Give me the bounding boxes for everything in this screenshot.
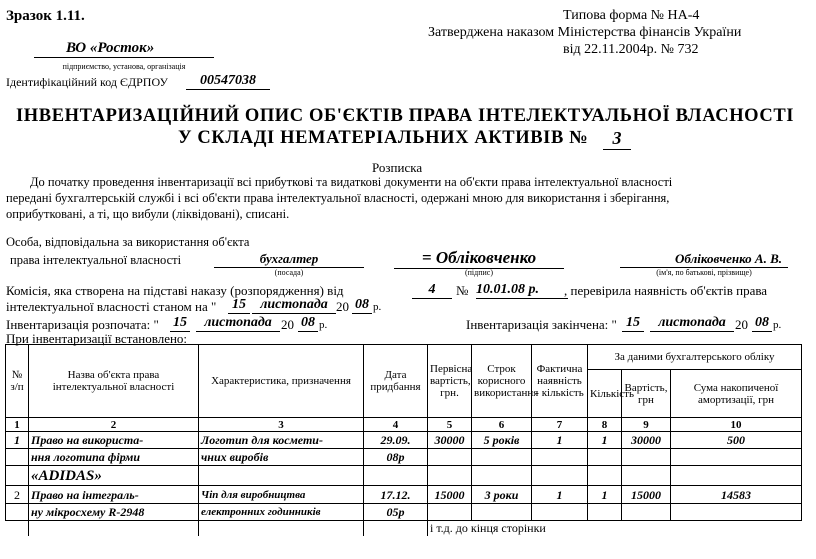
commission-text-1: Комісія, яка створена на підставі наказу (розпорядження) від xyxy=(6,283,344,298)
row-actual-qty: 1 xyxy=(532,432,588,449)
row-qty: 1 xyxy=(588,486,622,504)
row-useful-life: 5 років xyxy=(472,432,532,449)
name-caption: (ім'я, по батькові, прізвище) xyxy=(656,268,752,277)
header-name: Назва об'єкта права інтелектуальної власності xyxy=(29,345,199,418)
receipt-heading: Розписка xyxy=(372,160,423,175)
col-number: 3 xyxy=(199,418,364,432)
row-initial-cost: 15000 xyxy=(428,486,472,504)
inventory-table xyxy=(5,344,802,536)
row-amortization: 14583 xyxy=(671,486,802,504)
col-number: 4 xyxy=(364,418,428,432)
start-year-prefix: 20 xyxy=(281,317,294,332)
document-title-line2: У СКЛАДІ НЕМАТЕРІАЛЬНИХ АКТИВІВ № xyxy=(178,128,589,148)
row-date: 17.12. xyxy=(364,486,428,504)
responsible-signature: = Обліковченко xyxy=(394,248,564,269)
responsible-label-2: права інтелектуальної власності xyxy=(10,253,182,267)
header-characteristic: Характеристика, призначення xyxy=(199,345,364,418)
end-day: 15 xyxy=(622,315,644,332)
column-numbers-row xyxy=(6,418,802,432)
table-row xyxy=(6,466,802,486)
approved-note: Затверджена наказом Міністерства фінансів України xyxy=(428,25,742,40)
row-name-cont: ння логотипа фірми xyxy=(29,449,199,466)
order-date: від 22.11.2004р. № 732 xyxy=(563,42,699,57)
header-actual-qty: Фактична наявність - кількість xyxy=(532,345,588,418)
org-name: ВО «Росток» xyxy=(34,40,214,58)
row-cost: 30000 xyxy=(622,432,671,449)
row-date-cont: 08р xyxy=(364,449,428,466)
row-useful-life: 3 роки xyxy=(472,486,532,504)
found-label: При інвентаризації встановлено: xyxy=(6,331,188,346)
sample-label: Зразок 1.11. xyxy=(6,8,85,24)
row-name-cont: ну мікросхему R-2948 xyxy=(29,504,199,521)
org-name-caption: підприємство, установа, організація xyxy=(62,62,186,71)
responsible-position: бухгалтер xyxy=(214,251,364,268)
col-number: 8 xyxy=(588,418,622,432)
receipt-line3: оприбутковані, а ті, що вибули (ліквідовані), списані. xyxy=(6,207,290,221)
edrpou-value: 00547038 xyxy=(186,73,270,90)
col-number: 6 xyxy=(472,418,532,432)
receipt-line1: До початку проведення інвентаризації всі прибуткові та видаткові документи на об'єкти права інтелектуальної власності xyxy=(30,175,673,189)
commission-text-3: інтелектуальної власності станом на " xyxy=(6,299,217,314)
end-label: Інвентаризація закінчена: " xyxy=(466,317,617,332)
start-label: Інвентаризація розпочата: " xyxy=(6,317,159,332)
row-characteristic: Логотип для космети- xyxy=(199,432,364,449)
header-accounting: За даними бухгалтерського обліку xyxy=(588,345,802,370)
header-useful-life: Строк корисного використання xyxy=(472,345,532,418)
as-of-month: листопада xyxy=(252,297,336,314)
start-day: 15 xyxy=(170,315,190,332)
signature-caption: (підпис) xyxy=(464,268,493,277)
commission-order-number: 10.01.08 р. xyxy=(476,282,568,299)
start-suffix: р. xyxy=(319,319,328,331)
table-row xyxy=(6,449,802,466)
row-actual-qty: 1 xyxy=(532,486,588,504)
end-month: листопада xyxy=(650,315,734,332)
position-caption: (посада) xyxy=(274,268,304,277)
end-year-prefix: 20 xyxy=(735,317,748,332)
row-amortization: 500 xyxy=(671,432,802,449)
row-cost: 15000 xyxy=(622,486,671,504)
col-number: 5 xyxy=(428,418,472,432)
inventory-number: 3 xyxy=(603,128,631,150)
as-of-year-prefix: 20 xyxy=(336,299,349,314)
header-no: № з/п xyxy=(6,345,29,418)
as-of-day: 15 xyxy=(228,297,250,314)
header-initial-cost: Первісна вартість, грн. xyxy=(428,345,472,418)
table-footer-note: і т.д. до кінця сторінки xyxy=(428,521,802,536)
row-characteristic-cont: електронних годинників xyxy=(199,504,364,521)
row-characteristic-cont: чних виробів xyxy=(199,449,364,466)
as-of-year-suffix: р. xyxy=(373,301,382,313)
row-date: 29.09. xyxy=(364,432,428,449)
start-month: листопада xyxy=(196,315,280,332)
commission-text-2: , перевірила наявність об'єктів права xyxy=(564,283,768,298)
row-name: Право на використа- xyxy=(29,432,199,449)
table-row xyxy=(6,432,802,449)
responsible-label-1: Особа, відповідальна за використання об'єкта xyxy=(6,235,250,249)
row-no: 2 xyxy=(6,486,29,504)
table-row xyxy=(6,486,802,504)
col-number: 9 xyxy=(622,418,671,432)
header-qty: Кількість xyxy=(588,370,622,418)
table-row xyxy=(6,504,802,521)
row-no: 1 xyxy=(6,432,29,449)
commission-no-label: № xyxy=(456,283,469,298)
as-of-year: 08 xyxy=(352,297,372,314)
edrpou-label: Ідентифікаційний код ЄДРПОУ xyxy=(6,75,168,89)
header-amortization: Сума накопиченої амортизації, грн xyxy=(671,370,802,418)
header-cost: Вартість, грн xyxy=(622,370,671,418)
form-type: Типова форма № НА-4 xyxy=(563,8,700,23)
col-number: 2 xyxy=(29,418,199,432)
end-year: 08 xyxy=(752,315,772,332)
header-acquired: Дата придбання xyxy=(364,345,428,418)
row-name: Право на інтеграль- xyxy=(29,486,199,504)
col-number: 7 xyxy=(532,418,588,432)
end-suffix: р. xyxy=(773,319,782,331)
row-characteristic: Чіп для виробництва xyxy=(199,486,364,504)
col-number: 1 xyxy=(6,418,29,432)
start-year: 08 xyxy=(298,315,318,332)
row-name-cont: «ADIDAS» xyxy=(29,466,199,486)
row-date-cont: 05р xyxy=(364,504,428,521)
row-initial-cost: 30000 xyxy=(428,432,472,449)
commission-order-day: 4 xyxy=(412,282,452,299)
table-footer-row xyxy=(6,521,802,536)
col-number: 10 xyxy=(671,418,802,432)
row-qty: 1 xyxy=(588,432,622,449)
receipt-line2: передані бухгалтерській службі і всі об'єкти права інтелектуальної власності, одержані мною для використання і зберігання, xyxy=(6,191,670,205)
document-title-line1: ІНВЕНТАРИЗАЦІЙНИЙ ОПИС ОБ'ЄКТІВ ПРАВА ІНТЕЛЕКТУАЛЬНОЇ ВЛАСНОСТІ xyxy=(16,106,795,126)
responsible-full-name: Обліковченко А. В. xyxy=(620,251,788,268)
